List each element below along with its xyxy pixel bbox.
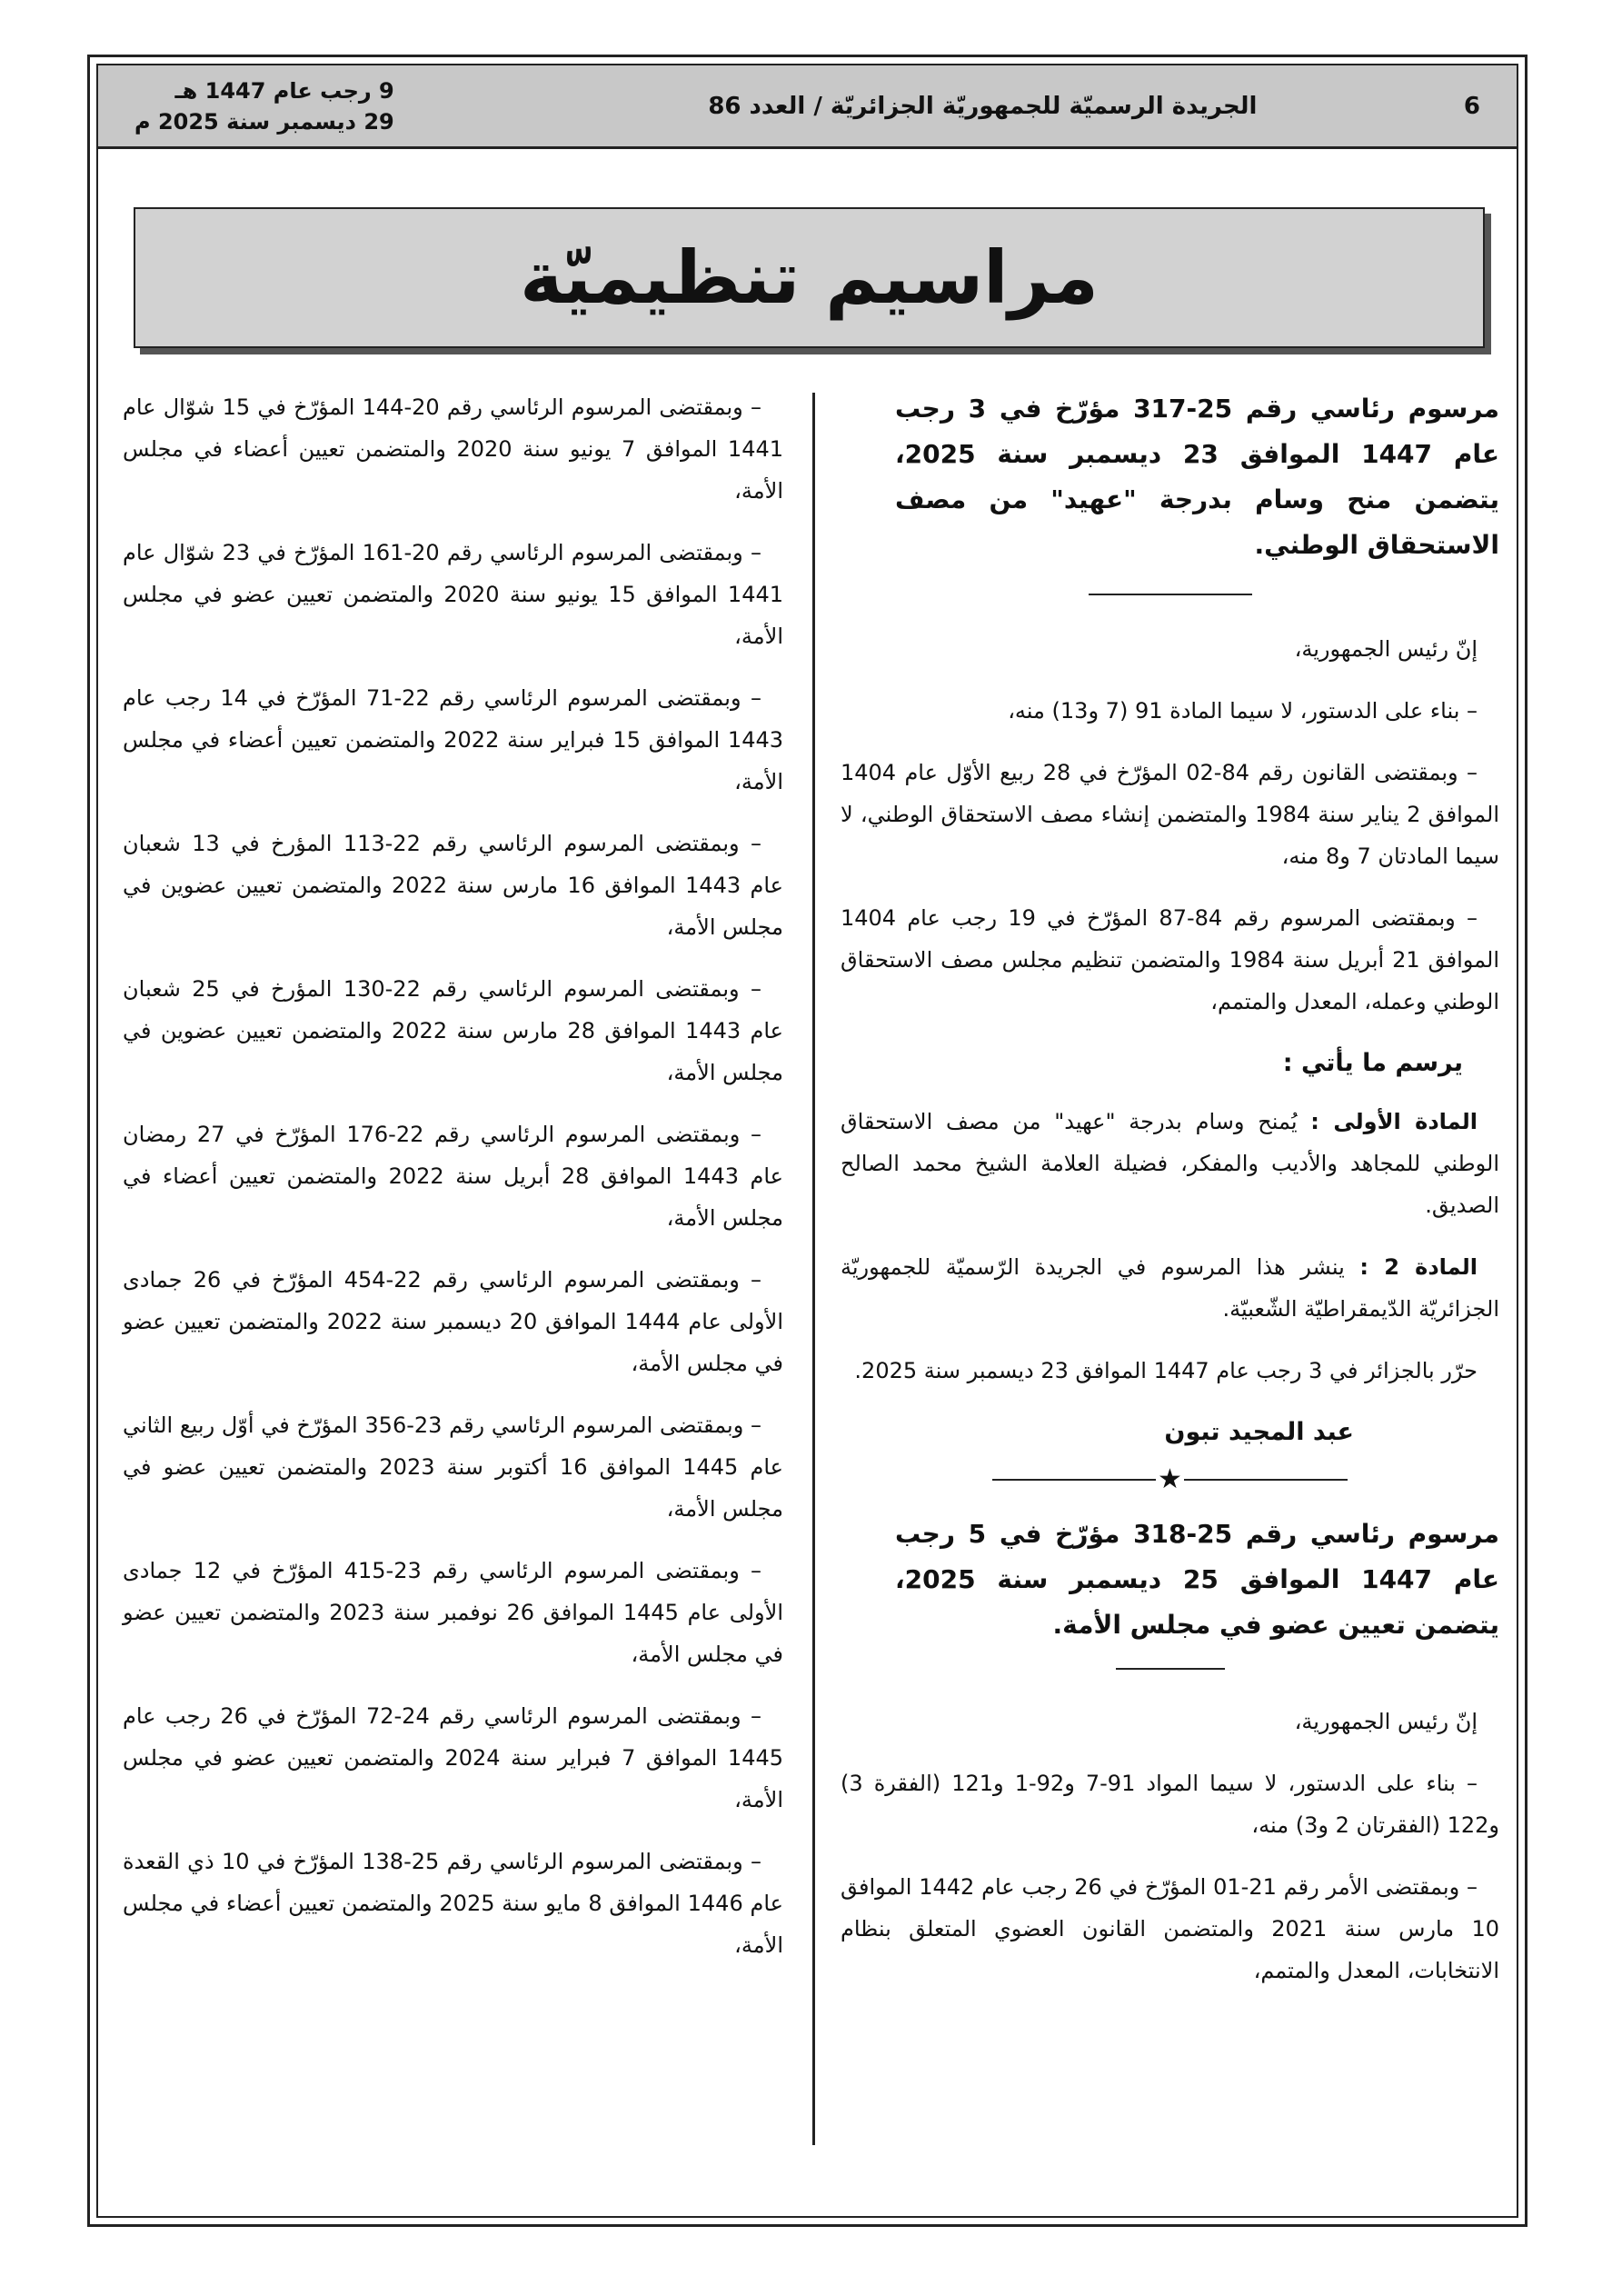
article-2-text: ينشر هذا المرسوم في الجريدة الرّسميّة للجمهوريّة الجزائريّة الدّيمقراطيّة الشّعبيّة. <box>841 1254 1499 1322</box>
recital-item: – وبمقتضى المرسوم الرئاسي رقم 23-415 المؤرّخ في 12 جمادى الأولى عام 1445 الموافق 26 نوفمبر سنة 2023 والمتضمن تعيين عضو في مجلس الأمة، <box>123 1558 784 1667</box>
decree1-recital: – وبمقتضى المرسوم رقم 84-87 المؤرّخ في 19 رجب عام 1404 الموافق 21 أبريل سنة 1984 والمتضمن تنظيم مجلس مصف الاستحقاق الوطني وعمله، المعدل والمتمم، <box>841 905 1499 1014</box>
signature: عبد المجيد تبون <box>1164 1418 1354 1446</box>
decree1-recital: – بناء على الدستور، لا سيما المادة 91 (7 و13) منه، <box>1008 698 1478 724</box>
recital-item: – وبمقتضى المرسوم الرئاسي رقم 25-138 المؤرّخ في 10 ذي القعدة عام 1446 الموافق 8 مايو سنة 2025 والمتضمن تعيين أعضاء في مجلس الأمة، <box>123 1849 784 1958</box>
separator-line <box>992 1479 1156 1481</box>
title-rule <box>1089 594 1252 595</box>
article-2-label: المادة 2 : <box>1359 1254 1478 1280</box>
recital-item: – وبمقتضى المرسوم الرئاسي رقم 22-113 المؤرخ في 13 شعبان عام 1443 الموافق 16 مارس سنة 2022 والمتضمن تعيين عضوين في مجلس الأمة، <box>123 831 783 940</box>
right-column <box>841 386 1499 2011</box>
decree1-recital: – وبمقتضى القانون رقم 84-02 المؤرّخ في 28 ربيع الأوّل عام 1404 الموافق 2 يناير سنة 1984 والمتضمن إنشاء مصف الاستحقاق الوطني، لا سيما المادتان 7 و8 منه، <box>841 760 1500 869</box>
recital-item: – وبمقتضى المرسوم الرئاسي رقم 22-176 المؤرّخ في 27 رمضان عام 1443 الموافق 28 أبريل سنة 2022 والمتضمن تعيين أعضاء في مجلس الأمة، <box>123 1122 783 1231</box>
separator-line <box>1184 1479 1348 1481</box>
decree2-recital: – وبمقتضى الأمر رقم 21-01 المؤرّخ في 26 رجب عام 1442 الموافق 10 مارس سنة 2021 والمتضمن القانون العضوي المتعلق بنظام الانتخابات، المعدل والمتمم، <box>841 1874 1499 1983</box>
decree1-president: إنّ رئيس الجمهورية، <box>1294 636 1478 662</box>
section-title: مراسيم تنظيميّة <box>520 235 1099 320</box>
article-1-label: المادة الأولى : <box>1310 1109 1478 1134</box>
article-2 <box>841 1246 1499 1330</box>
decrees-heading: يرسم ما يأتي : <box>1282 1049 1463 1077</box>
date-hijri: 9 رجب عام 1447 هـ <box>174 77 394 104</box>
article-1-text: يُمنح وسام بدرجة "عهيد" من مصف الاستحقاق الوطني للمجاهد والأديب والمفكر، فضيلة العلامة الشيخ محمد الصالح الصديق. <box>841 1109 1499 1218</box>
star-icon: ★ <box>1158 1463 1182 1495</box>
title-rule <box>1116 1668 1225 1670</box>
page-number: 6 <box>1463 92 1480 120</box>
decree1-title: مرسوم رئاسي رقم 25-317 مؤرّخ في 3 رجب عام 1447 الموافق 23 ديسمبر سنة 2025، يتضمن منح وسام بدرجة "عهيد" من مصف الاستحقاق الوطني. <box>895 394 1500 560</box>
recital-item: – وبمقتضى المرسوم الرئاسي رقم 23-356 المؤرّخ في أوّل ربيع الثاني عام 1445 الموافق 16 أكتوبر سنة 2023 والمتضمن تعيين عضو في مجلس الأمة، <box>123 1413 784 1522</box>
article-1 <box>841 1101 1499 1226</box>
date-gregorian: 29 ديسمبر سنة 2025 م <box>134 108 394 135</box>
recital-item: – وبمقتضى المرسوم الرئاسي رقم 20-161 المؤرّخ في 23 شوّال عام 1441 الموافق 15 يونيو سنة 2020 والمتضمن تعيين عضو في مجلس الأمة، <box>123 540 783 649</box>
column-divider <box>812 393 815 2145</box>
recital-item: – وبمقتضى المرسوم الرئاسي رقم 22-71 المؤرّخ في 14 رجب عام 1443 الموافق 15 فبراير سنة 2022 والمتضمن تعيين أعضاء في مجلس الأمة، <box>123 685 783 794</box>
section-banner <box>134 207 1485 348</box>
left-column <box>123 386 783 1986</box>
issue-dates <box>134 75 394 137</box>
page-header <box>98 65 1517 149</box>
decree2-title: مرسوم رئاسي رقم 25-318 مؤرّخ في 5 رجب عام 1447 الموافق 25 ديسمبر سنة 2025، يتضمن تعيين عضو في مجلس الأمة. <box>895 1519 1500 1640</box>
recital-item: – وبمقتضى المرسوم الرئاسي رقم 24-72 المؤرّخ في 26 رجب عام 1445 الموافق 7 فبراير سنة 2024 والمتضمن تعيين عضو في مجلس الأمة، <box>123 1703 783 1812</box>
recital-item: – وبمقتضى المرسوم الرئاسي رقم 22-454 المؤرّخ في 26 جمادى الأولى عام 1444 الموافق 20 ديسمبر سنة 2022 والمتضمن تعيين عضو في مجلس الأمة، <box>123 1267 783 1376</box>
recital-item: – وبمقتضى المرسوم الرئاسي رقم 20-144 المؤرّخ في 15 شوّال عام 1441 الموافق 7 يونيو سنة 2020 والمتضمن تعيين أعضاء في مجلس الأمة، <box>123 394 783 504</box>
decree2-president: إنّ رئيس الجمهورية، <box>1294 1709 1478 1734</box>
star-separator <box>841 1463 1499 1495</box>
decree2-recital: – بناء على الدستور، لا سيما المواد 91-7 و92-1 و121 (الفقرة 3) و122 (الفقرتان 2 و3) منه، <box>841 1771 1499 1838</box>
done-at: حرّر بالجزائر في 3 رجب عام 1447 الموافق 23 ديسمبر سنة 2025. <box>854 1358 1478 1383</box>
journal-title: الجريدة الرسميّة للجمهوريّة الجزائريّة / العدد 86 <box>708 92 1258 120</box>
recital-item: – وبمقتضى المرسوم الرئاسي رقم 22-130 المؤرخ في 25 شعبان عام 1443 الموافق 28 مارس سنة 2022 والمتضمن تعيين عضوين في مجلس الأمة، <box>123 976 783 1085</box>
